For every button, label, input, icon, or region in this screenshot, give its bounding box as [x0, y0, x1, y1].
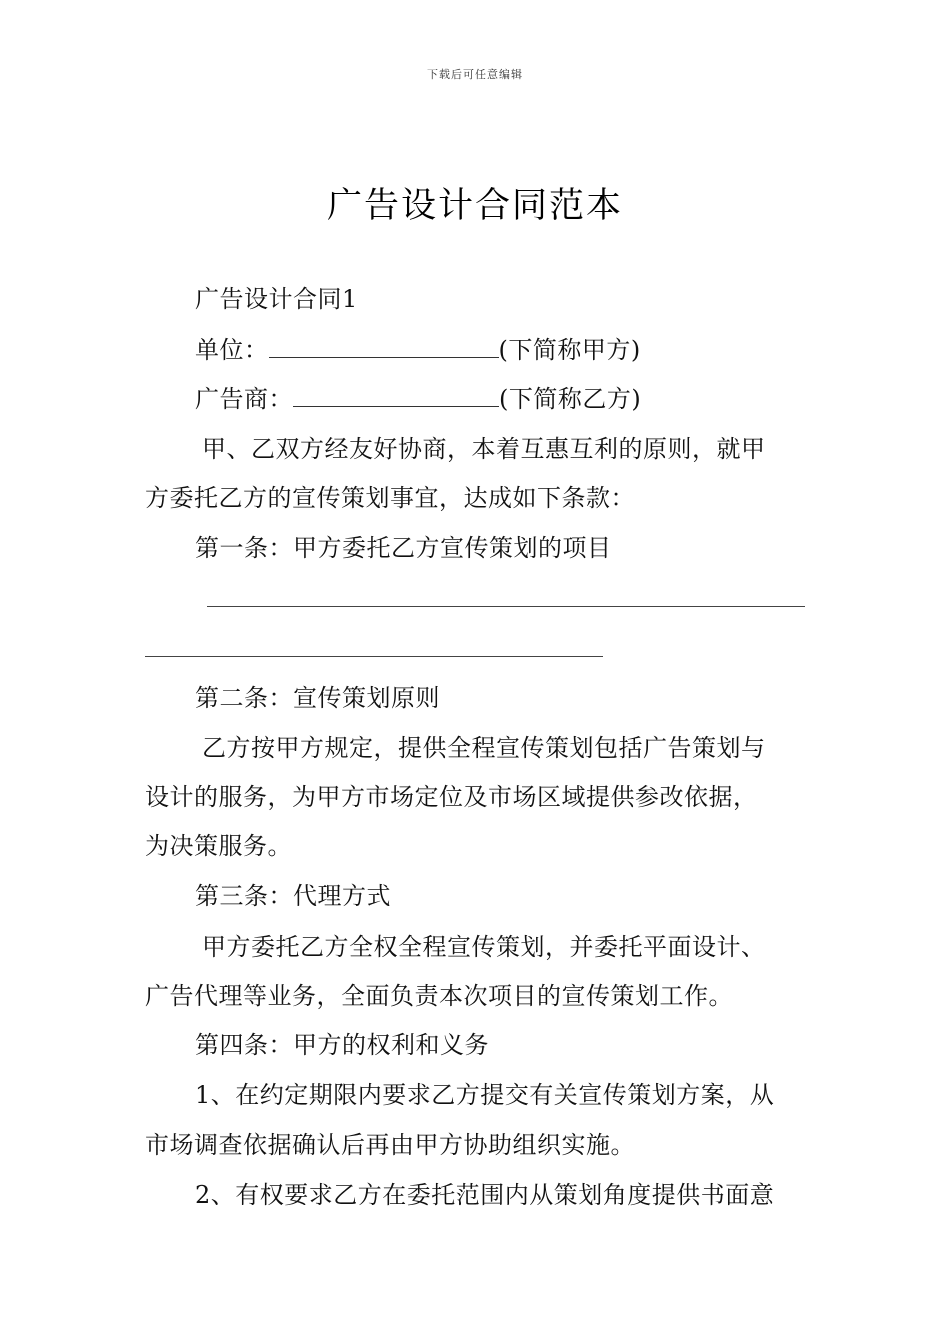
- article4-item2-line1: 2、有权要求乙方在委托范围内从策划角度提供书面意: [195, 1181, 775, 1209]
- unit-line: [195, 335, 810, 365]
- article2-paragraph-line3: 为决策服务。: [145, 832, 292, 860]
- contract-subtitle: 广告设计合同1: [195, 285, 358, 313]
- article3-paragraph-line1: 甲方委托乙方全权全程宣传策划，并委托平面设计、: [202, 933, 766, 961]
- article1-blank-line2: [145, 656, 603, 657]
- unit-suffix: (下简称甲方): [498, 336, 641, 364]
- article1-blank-line1: [207, 606, 805, 607]
- article1-title: 第一条：甲方委托乙方宣传策划的项目: [195, 534, 612, 562]
- advertiser-suffix: (下简称乙方): [499, 385, 642, 413]
- unit-blank: [269, 337, 499, 358]
- unit-label: 单位：: [195, 336, 269, 364]
- article4-item1-line2: 市场调查依据确认后再由甲方协助组织实施。: [145, 1131, 635, 1159]
- intro-paragraph-line2: 方委托乙方的宣传策划事宜，达成如下条款：: [145, 484, 635, 512]
- article3-title: 第三条：代理方式: [195, 882, 391, 910]
- document-title: 广告设计合同范本: [326, 186, 623, 226]
- advertiser-blank: [293, 386, 499, 407]
- advertiser-line: [195, 384, 810, 414]
- article2-paragraph-line1: 乙方按甲方规定，提供全程宣传策划包括广告策划与: [202, 734, 766, 762]
- article3-paragraph-line2: 广告代理等业务，全面负责本次项目的宣传策划工作。: [145, 982, 733, 1010]
- article2-title: 第二条：宣传策划原则: [195, 684, 440, 712]
- header-note: 下载后可任意编辑: [427, 68, 523, 81]
- article2-paragraph-line2: 设计的服务，为甲方市场定位及市场区域提供参改依据，: [145, 783, 758, 811]
- advertiser-label: 广告商：: [195, 385, 293, 413]
- article4-item1-line1: 1、在约定期限内要求乙方提交有关宣传策划方案，从: [195, 1081, 775, 1109]
- article4-title: 第四条：甲方的权利和义务: [195, 1031, 489, 1059]
- intro-paragraph-line1: 甲、乙双方经友好协商，本着互惠互利的原则，就甲: [202, 435, 766, 463]
